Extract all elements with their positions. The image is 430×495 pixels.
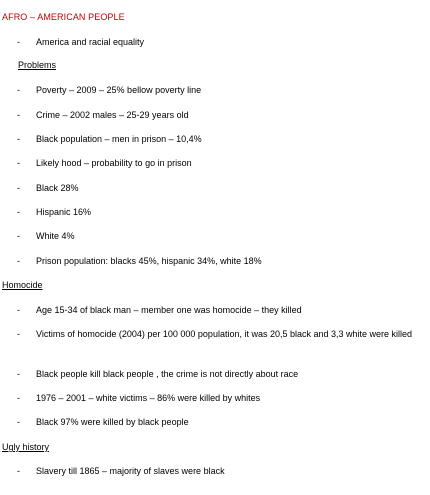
bullet-dash: - [17,466,20,476]
section-heading-problems: Problems [18,60,57,70]
list-item [17,180,422,196]
bullet-dash: - [17,37,20,47]
list-item-text: Poverty – 2009 – 25% bellow poverty line [36,85,202,95]
list-item [17,302,422,318]
list-item-text: Prison population: blacks 45%, hispanic 34%, white 18% [36,256,262,266]
list-item [17,414,422,430]
list-item-text: Likely hood – probability to go in prison [36,158,192,168]
bullet-dash: - [17,417,20,427]
bullet-dash: - [17,305,20,315]
bullet-dash: - [17,231,20,241]
list-item [17,204,422,220]
list-item-text: Crime – 2002 males – 25-29 years old [36,110,189,120]
list-item-text: Black people kill black people , the crime is not directly about race [36,369,299,379]
bullet-dash: - [17,110,20,120]
list-item [17,326,422,342]
list-item-text: Slavery till 1865 – majority of slaves were black [36,466,225,476]
document-title: AFRO – AMERICAN PEOPLE [2,12,125,22]
bullet-dash: - [17,134,20,144]
section-heading-ugly-history: Ugly history [2,442,50,452]
list-item [17,131,422,147]
bullet-dash: - [17,329,20,339]
list-item [17,34,422,50]
list-item-text: Hispanic 16% [36,207,92,217]
list-item [17,82,422,98]
list-item [17,463,422,479]
list-item-text: Black 28% [36,183,79,193]
list-item [17,155,422,171]
list-item [17,390,422,406]
list-item-text: Black population – men in prison – 10,4% [36,134,202,144]
bullet-dash: - [17,85,20,95]
list-item-text: White 4% [36,231,75,241]
bullet-dash: - [17,256,20,266]
list-item-text: America and racial equality [36,37,145,47]
list-item [17,228,422,244]
list-item-text: Victims of homocide (2004) per 100 000 population, it was 20,5 black and 3,3 white were killed [36,329,413,339]
bullet-dash: - [17,393,20,403]
bullet-dash: - [17,369,20,379]
list-item [17,107,422,123]
list-item [17,366,422,382]
section-heading-homocide: Homocide [2,280,43,290]
list-item [17,253,422,269]
bullet-dash: - [17,207,20,217]
list-item-text: 1976 – 2001 – white victims – 86% were killed by whites [36,393,261,403]
list-item-text: Age 15-34 of black man – member one was homocide – they killed [36,305,302,315]
bullet-dash: - [17,158,20,168]
list-item-text: Black 97% were killed by black people [36,417,189,427]
bullet-dash: - [17,183,20,193]
